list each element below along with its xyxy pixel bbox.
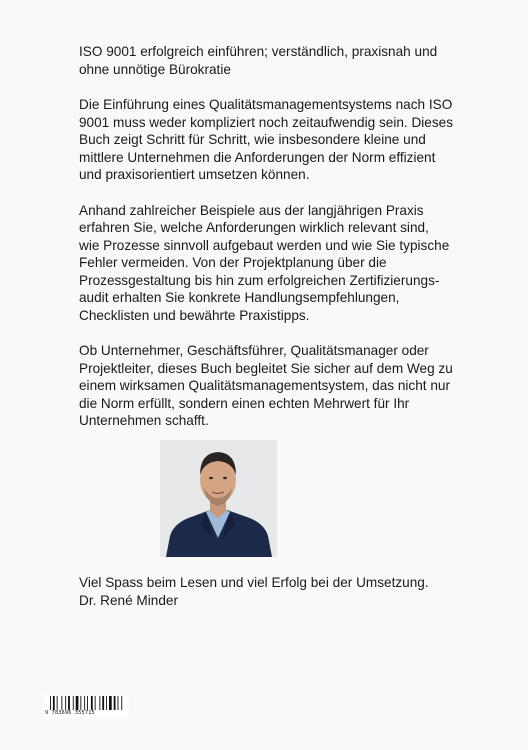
isbn-barcode: [44, 695, 129, 719]
closing-line: Viel Spass beim Lesen und viel Erfolg bei der Umsetzung.: [79, 575, 429, 590]
paragraph-audience: Ob Unternehmer, Geschäftsführer, Qualitätsmanager oder Projektleiter, dieses Buch begleitet Sie sicher auf dem Weg zu einem wirksamen Qualitätsmanagementsystem, das nicht nur die Norm erfüllt, sondern einen echten Mehrwert für Ihr Unternehmen schafft.: [79, 343, 453, 428]
author-signature: Dr. René Minder: [79, 592, 178, 608]
intro-text: ISO 9001 erfolgreich einführen; verständlich, praxisnah und ohne unnötige Bürokratie: [79, 44, 438, 77]
paragraph-introduction: Die Einführung eines Qualitätsmanagementsystems nach ISO 9001 muss weder kompliziert noch zeitaufwendig sein. Dieses Buch zeigt Schritt für Schritt, wie insbesondere kleine und mittlere Unternehmen die Anforderungen der Norm effizient und praxisorientiert umsetzen können.: [79, 97, 454, 182]
closing-section: [79, 574, 479, 609]
barcode-bars: [50, 696, 124, 711]
paragraph-practice: Anhand zahlreicher Beispiele aus der langjährigen Praxis erfahren Sie, welche Anforderungen wirklich relevant sind, wie Prozesse sinnvoll aufgebaut werden und wie Sie typische Fehler vermeiden. Von der Projektplanung über die Prozessgestaltung bis hin zum erfolgreichen Zertifizierungs- audit erhalten Sie konkrete Handlungsempfehlungen, Checklisten und bewährte Praxistipps.: [79, 202, 450, 323]
back-cover-text: [79, 43, 471, 448]
author-photo: [160, 440, 277, 557]
barcode-digits: 9 783696 355715: [45, 710, 95, 716]
